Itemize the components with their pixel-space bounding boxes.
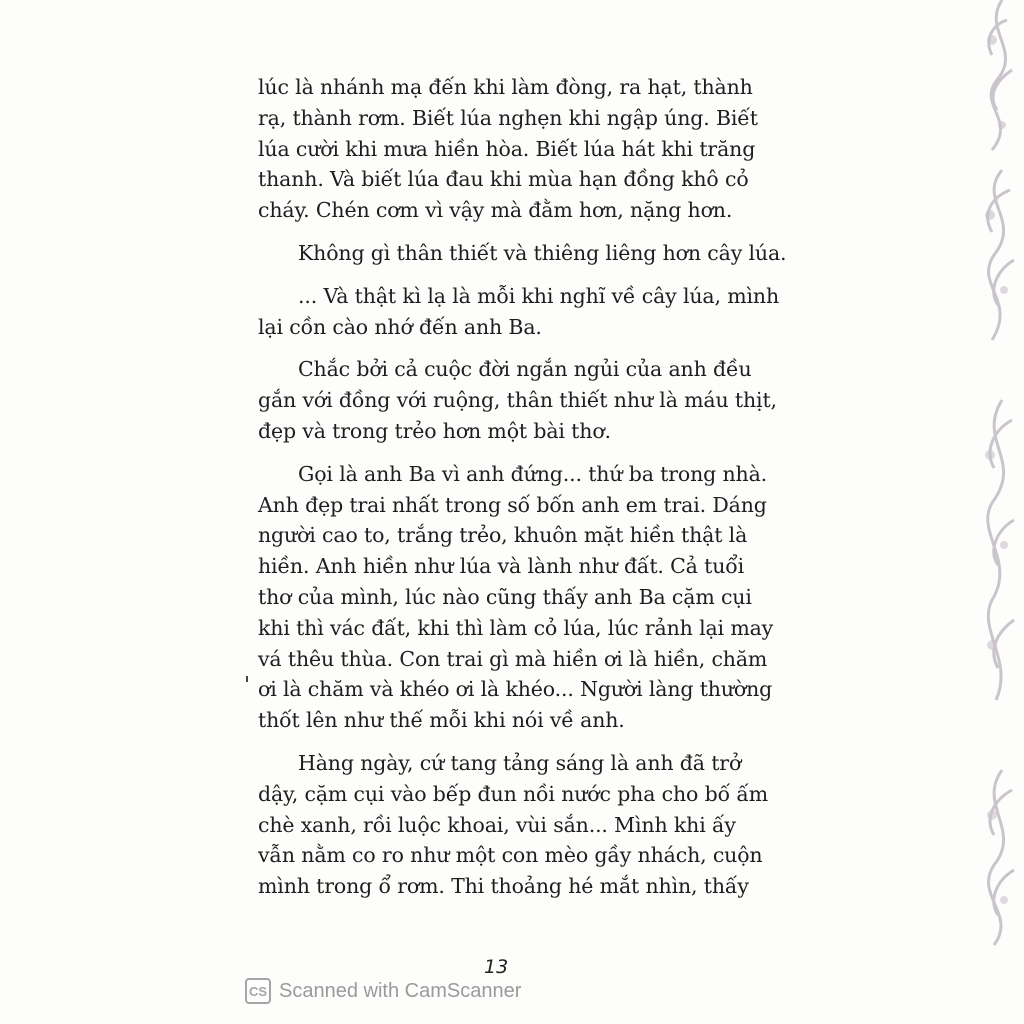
text-line: thanh. Và biết lúa đau khi mùa hạn đồng khô cỏ — [258, 167, 749, 192]
text-line: ... Và thật kì lạ là mỗi khi nghĩ về cây lúa, mình — [298, 283, 780, 308]
text-line: vá thêu thùa. Con trai gì mà hiền ơi là hiền, chăm — [258, 646, 768, 671]
text-line: thơ của mình, lúc nào cũng thấy anh Ba cặm cụi — [258, 584, 752, 609]
text-line: gắn với đồng với ruộng, thân thiết như là máu thịt, — [258, 388, 777, 413]
text-line: Không gì thân thiết và thiêng liêng hơn cây lúa. — [298, 240, 787, 265]
text-line: dậy, cặm cụi vào bếp đun nồi nước pha cho bố ấm — [258, 781, 769, 806]
text-line: hiền. Anh hiền như lúa và lành như đất. Cả tuổi — [258, 554, 745, 579]
watermark-text: Scanned with CamScanner — [279, 979, 522, 1002]
camscanner-watermark — [245, 976, 521, 1006]
paragraph — [258, 748, 769, 902]
floral-border-ornament-icon — [962, 0, 1024, 950]
text-line: cháy. Chén cơm vì vậy mà đằm hơn, nặng hơn. — [258, 198, 733, 223]
paragraph — [258, 354, 777, 446]
camscanner-logo-icon: CS — [245, 978, 271, 1004]
text-line: lúc là nhánh mạ đến khi làm đòng, ra hạt, thành — [258, 75, 753, 99]
paragraph — [258, 238, 787, 269]
text-line: mình trong ổ rơm. Thi thoảng hé mắt nhìn, thấy — [258, 874, 749, 899]
paragraph — [258, 281, 780, 343]
body-text — [258, 72, 787, 902]
text-line: Chắc bởi cả cuộc đời ngắn ngủi của anh đều — [298, 357, 752, 382]
text-line: người cao to, trắng trẻo, khuôn mặt hiền thật là — [258, 523, 748, 548]
text-line: ơi là chăm và khéo ơi là khéo... Người làng thường — [258, 677, 773, 702]
paragraph — [258, 459, 774, 736]
text-line: Anh đẹp trai nhất trong số bốn anh em trai. Dáng — [258, 492, 767, 517]
text-line: vẫn nằm co ro như một con mèo gầy nhách, cuộn — [258, 843, 763, 868]
text-line: lúa cười khi mưa hiền hòa. Biết lúa hát khi trăng — [258, 136, 756, 161]
text-line: thốt lên như thế mỗi khi nói về anh. — [258, 708, 625, 733]
text-line: chè xanh, rồi luộc khoai, vùi sắn... Mình khi ấy — [258, 812, 736, 837]
text-line: Hàng ngày, cứ tang tảng sáng là anh đã trở — [298, 750, 742, 775]
text-line: khi thì vác đất, khi thì làm cỏ lúa, lúc rảnh lại may — [258, 615, 774, 640]
text-line: Gọi là anh Ba vì anh đứng... thứ ba trong nhà. — [298, 461, 768, 486]
text-line: đẹp và trong trẻo hơn một bài thơ. — [258, 418, 611, 443]
paragraph — [258, 72, 758, 226]
page-number: 13 — [484, 956, 509, 978]
scan-speck — [246, 676, 248, 682]
text-line: lại cồn cào nhớ đến anh Ba. — [258, 314, 542, 339]
text-line: rạ, thành rơm. Biết lúa nghẹn khi ngập úng. Biết — [258, 105, 758, 130]
